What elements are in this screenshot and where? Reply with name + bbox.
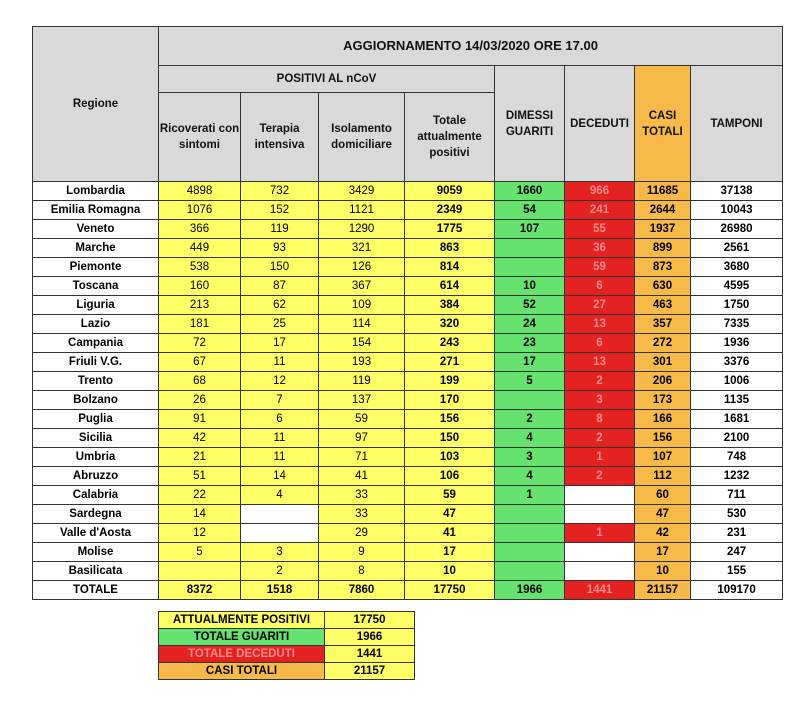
summary-value: 17750 [325, 612, 415, 629]
totals-terapia: 1518 [241, 581, 319, 600]
cell-regione: Basilicata [33, 562, 159, 581]
cell-ricoverati [159, 562, 241, 581]
totals-tamponi: 109170 [691, 581, 783, 600]
cell-ricoverati: 1076 [159, 201, 241, 220]
cell-ricoverati: 5 [159, 543, 241, 562]
cell-tamponi: 155 [691, 562, 783, 581]
cell-tamponi: 4595 [691, 277, 783, 296]
cell-terapia: 150 [241, 258, 319, 277]
summary-row [159, 612, 415, 629]
cell-terapia: 3 [241, 543, 319, 562]
cell-tamponi: 530 [691, 505, 783, 524]
table-row [33, 429, 783, 448]
cell-dimessi [495, 391, 565, 410]
cell-deceduti: 241 [565, 201, 635, 220]
summary-value: 1966 [325, 629, 415, 646]
cell-ricoverati: 538 [159, 258, 241, 277]
cell-tamponi: 7335 [691, 315, 783, 334]
cell-casi: 2644 [635, 201, 691, 220]
cell-tamponi: 3376 [691, 353, 783, 372]
cell-totale: 156 [405, 410, 495, 429]
cell-casi: 166 [635, 410, 691, 429]
cell-casi: 1937 [635, 220, 691, 239]
cell-isolamento: 109 [319, 296, 405, 315]
cell-terapia: 7 [241, 391, 319, 410]
cell-tamponi: 37138 [691, 182, 783, 201]
cell-terapia: 6 [241, 410, 319, 429]
cell-isolamento: 119 [319, 372, 405, 391]
cell-deceduti [565, 562, 635, 581]
cell-casi: 899 [635, 239, 691, 258]
cell-tamponi: 2561 [691, 239, 783, 258]
cell-totale: 614 [405, 277, 495, 296]
cell-tamponi: 10043 [691, 201, 783, 220]
cell-regione: Friuli V.G. [33, 353, 159, 372]
cell-deceduti: 55 [565, 220, 635, 239]
summary-value: 1441 [325, 646, 415, 663]
table-row [33, 277, 783, 296]
cell-deceduti: 13 [565, 315, 635, 334]
header-totale-positivi: Totale attualmente positivi [405, 93, 495, 182]
cell-deceduti [565, 505, 635, 524]
cell-isolamento: 1121 [319, 201, 405, 220]
totals-row [33, 581, 783, 600]
cell-dimessi [495, 562, 565, 581]
cell-dimessi [495, 524, 565, 543]
cell-regione: Valle d'Aosta [33, 524, 159, 543]
cell-dimessi: 1 [495, 486, 565, 505]
totals-casi: 21157 [635, 581, 691, 600]
cell-terapia: 11 [241, 353, 319, 372]
cell-isolamento: 9 [319, 543, 405, 562]
cell-regione: Veneto [33, 220, 159, 239]
cell-isolamento: 126 [319, 258, 405, 277]
cell-terapia: 732 [241, 182, 319, 201]
cell-ricoverati: 68 [159, 372, 241, 391]
cell-terapia: 17 [241, 334, 319, 353]
cell-dimessi: 54 [495, 201, 565, 220]
cell-ricoverati: 72 [159, 334, 241, 353]
table-row [33, 562, 783, 581]
cell-regione: Umbria [33, 448, 159, 467]
cell-casi: 17 [635, 543, 691, 562]
cell-totale: 243 [405, 334, 495, 353]
cell-regione: Piemonte [33, 258, 159, 277]
summary-label: TOTALE DECEDUTI [159, 646, 325, 663]
summary-row [159, 663, 415, 680]
header-tamponi: TAMPONI [691, 66, 783, 182]
cell-isolamento: 97 [319, 429, 405, 448]
cell-deceduti: 6 [565, 277, 635, 296]
cell-isolamento: 154 [319, 334, 405, 353]
cell-isolamento: 193 [319, 353, 405, 372]
cell-totale: 814 [405, 258, 495, 277]
cell-dimessi [495, 505, 565, 524]
cell-regione: Molise [33, 543, 159, 562]
summary-row [159, 646, 415, 663]
cell-terapia: 87 [241, 277, 319, 296]
table-row [33, 448, 783, 467]
table-row [33, 486, 783, 505]
cell-deceduti: 59 [565, 258, 635, 277]
cell-tamponi: 1006 [691, 372, 783, 391]
cell-regione: Calabria [33, 486, 159, 505]
cell-dimessi [495, 543, 565, 562]
cell-dimessi: 5 [495, 372, 565, 391]
cell-totale: 271 [405, 353, 495, 372]
cell-isolamento: 33 [319, 505, 405, 524]
cell-terapia: 12 [241, 372, 319, 391]
cell-regione: Lombardia [33, 182, 159, 201]
cell-casi: 10 [635, 562, 691, 581]
cell-totale: 17 [405, 543, 495, 562]
cell-deceduti: 13 [565, 353, 635, 372]
cell-casi: 42 [635, 524, 691, 543]
cell-isolamento: 367 [319, 277, 405, 296]
table-row [33, 372, 783, 391]
summary-table [158, 611, 415, 680]
cell-ricoverati: 42 [159, 429, 241, 448]
cell-ricoverati: 67 [159, 353, 241, 372]
cell-terapia: 93 [241, 239, 319, 258]
cell-totale: 9059 [405, 182, 495, 201]
cell-dimessi: 1660 [495, 182, 565, 201]
cell-regione: Marche [33, 239, 159, 258]
cell-tamponi: 1750 [691, 296, 783, 315]
table-row [33, 391, 783, 410]
cell-regione: Trento [33, 372, 159, 391]
header-update: AGGIORNAMENTO 14/03/2020 ORE 17.00 [159, 27, 783, 66]
cell-tamponi: 1681 [691, 410, 783, 429]
cell-ricoverati: 181 [159, 315, 241, 334]
cell-deceduti: 1 [565, 448, 635, 467]
table-row [33, 201, 783, 220]
summary-label: CASI TOTALI [159, 663, 325, 680]
cell-tamponi: 1135 [691, 391, 783, 410]
totals-label: TOTALE [33, 581, 159, 600]
cell-deceduti [565, 486, 635, 505]
cell-ricoverati: 21 [159, 448, 241, 467]
cell-totale: 103 [405, 448, 495, 467]
cell-deceduti: 2 [565, 372, 635, 391]
table-row [33, 334, 783, 353]
cell-isolamento: 114 [319, 315, 405, 334]
covid-regional-table [32, 26, 783, 600]
cell-dimessi: 4 [495, 467, 565, 486]
cell-totale: 10 [405, 562, 495, 581]
cell-terapia: 11 [241, 429, 319, 448]
cell-regione: Sardegna [33, 505, 159, 524]
cell-isolamento: 71 [319, 448, 405, 467]
header-dimessi: DIMESSI GUARITI [495, 66, 565, 182]
header-terapia: Terapia intensiva [241, 93, 319, 182]
table-row [33, 220, 783, 239]
cell-dimessi: 52 [495, 296, 565, 315]
cell-dimessi: 23 [495, 334, 565, 353]
cell-deceduti: 966 [565, 182, 635, 201]
cell-ricoverati: 51 [159, 467, 241, 486]
cell-terapia: 25 [241, 315, 319, 334]
table-row [33, 239, 783, 258]
table-row [33, 353, 783, 372]
cell-deceduti: 3 [565, 391, 635, 410]
table-row [33, 315, 783, 334]
table-row [33, 543, 783, 562]
cell-ricoverati: 14 [159, 505, 241, 524]
cell-deceduti: 2 [565, 467, 635, 486]
header-isolamento: Isolamento domiciliare [319, 93, 405, 182]
cell-tamponi: 26980 [691, 220, 783, 239]
cell-terapia [241, 505, 319, 524]
header-positivi: POSITIVI AL nCoV [159, 66, 495, 93]
cell-totale: 199 [405, 372, 495, 391]
cell-casi: 272 [635, 334, 691, 353]
header-casi: CASI TOTALI [635, 66, 691, 182]
table-row [33, 182, 783, 201]
cell-tamponi: 1936 [691, 334, 783, 353]
cell-regione: Bolzano [33, 391, 159, 410]
cell-terapia: 119 [241, 220, 319, 239]
cell-ricoverati: 213 [159, 296, 241, 315]
cell-regione: Campania [33, 334, 159, 353]
cell-regione: Lazio [33, 315, 159, 334]
cell-isolamento: 8 [319, 562, 405, 581]
cell-tamponi: 3680 [691, 258, 783, 277]
cell-casi: 107 [635, 448, 691, 467]
cell-regione: Sicilia [33, 429, 159, 448]
cell-terapia: 152 [241, 201, 319, 220]
cell-regione: Puglia [33, 410, 159, 429]
cell-casi: 463 [635, 296, 691, 315]
cell-casi: 301 [635, 353, 691, 372]
totals-totale: 17750 [405, 581, 495, 600]
cell-isolamento: 321 [319, 239, 405, 258]
cell-casi: 357 [635, 315, 691, 334]
cell-terapia: 11 [241, 448, 319, 467]
table-row [33, 467, 783, 486]
cell-regione: Toscana [33, 277, 159, 296]
cell-totale: 106 [405, 467, 495, 486]
cell-dimessi [495, 239, 565, 258]
table-row [33, 296, 783, 315]
cell-totale: 384 [405, 296, 495, 315]
summary-row [159, 629, 415, 646]
cell-terapia: 4 [241, 486, 319, 505]
cell-dimessi: 4 [495, 429, 565, 448]
cell-casi: 173 [635, 391, 691, 410]
cell-ricoverati: 22 [159, 486, 241, 505]
table-row [33, 258, 783, 277]
table-row [33, 410, 783, 429]
summary-value: 21157 [325, 663, 415, 680]
cell-casi: 60 [635, 486, 691, 505]
table-row [33, 505, 783, 524]
cell-casi: 156 [635, 429, 691, 448]
cell-totale: 2349 [405, 201, 495, 220]
cell-isolamento: 41 [319, 467, 405, 486]
cell-regione: Emilia Romagna [33, 201, 159, 220]
cell-isolamento: 33 [319, 486, 405, 505]
header-deceduti: DECEDUTI [565, 66, 635, 182]
cell-ricoverati: 160 [159, 277, 241, 296]
cell-casi: 873 [635, 258, 691, 277]
cell-deceduti: 36 [565, 239, 635, 258]
cell-ricoverati: 449 [159, 239, 241, 258]
cell-tamponi: 748 [691, 448, 783, 467]
cell-casi: 206 [635, 372, 691, 391]
totals-dimessi: 1966 [495, 581, 565, 600]
cell-totale: 1775 [405, 220, 495, 239]
cell-totale: 59 [405, 486, 495, 505]
header-region: Regione [33, 27, 159, 182]
cell-totale: 47 [405, 505, 495, 524]
cell-totale: 150 [405, 429, 495, 448]
totals-isolamento: 7860 [319, 581, 405, 600]
cell-dimessi: 10 [495, 277, 565, 296]
summary-label: ATTUALMENTE POSITIVI [159, 612, 325, 629]
cell-tamponi: 247 [691, 543, 783, 562]
cell-casi: 11685 [635, 182, 691, 201]
cell-tamponi: 2100 [691, 429, 783, 448]
cell-tamponi: 1232 [691, 467, 783, 486]
cell-deceduti [565, 543, 635, 562]
cell-deceduti: 8 [565, 410, 635, 429]
header-ricoverati: Ricoverati con sintomi [159, 93, 241, 182]
cell-terapia: 62 [241, 296, 319, 315]
cell-isolamento: 1290 [319, 220, 405, 239]
summary-label: TOTALE GUARITI [159, 629, 325, 646]
cell-dimessi: 3 [495, 448, 565, 467]
cell-totale: 170 [405, 391, 495, 410]
cell-dimessi: 17 [495, 353, 565, 372]
cell-dimessi [495, 258, 565, 277]
cell-isolamento: 3429 [319, 182, 405, 201]
cell-isolamento: 59 [319, 410, 405, 429]
table-body [33, 182, 783, 581]
cell-isolamento: 137 [319, 391, 405, 410]
cell-regione: Abruzzo [33, 467, 159, 486]
cell-isolamento: 29 [319, 524, 405, 543]
cell-regione: Liguria [33, 296, 159, 315]
cell-dimessi: 107 [495, 220, 565, 239]
cell-ricoverati: 366 [159, 220, 241, 239]
cell-ricoverati: 12 [159, 524, 241, 543]
cell-casi: 112 [635, 467, 691, 486]
cell-terapia [241, 524, 319, 543]
cell-casi: 630 [635, 277, 691, 296]
cell-terapia: 2 [241, 562, 319, 581]
cell-deceduti: 2 [565, 429, 635, 448]
cell-ricoverati: 91 [159, 410, 241, 429]
cell-tamponi: 711 [691, 486, 783, 505]
cell-terapia: 14 [241, 467, 319, 486]
cell-totale: 320 [405, 315, 495, 334]
cell-ricoverati: 26 [159, 391, 241, 410]
cell-deceduti: 6 [565, 334, 635, 353]
cell-dimessi: 24 [495, 315, 565, 334]
cell-dimessi: 2 [495, 410, 565, 429]
cell-ricoverati: 4898 [159, 182, 241, 201]
cell-deceduti: 1 [565, 524, 635, 543]
totals-deceduti: 1441 [565, 581, 635, 600]
cell-tamponi: 231 [691, 524, 783, 543]
table-row [33, 524, 783, 543]
cell-casi: 47 [635, 505, 691, 524]
cell-totale: 41 [405, 524, 495, 543]
cell-deceduti: 27 [565, 296, 635, 315]
cell-totale: 863 [405, 239, 495, 258]
totals-ricoverati: 8372 [159, 581, 241, 600]
